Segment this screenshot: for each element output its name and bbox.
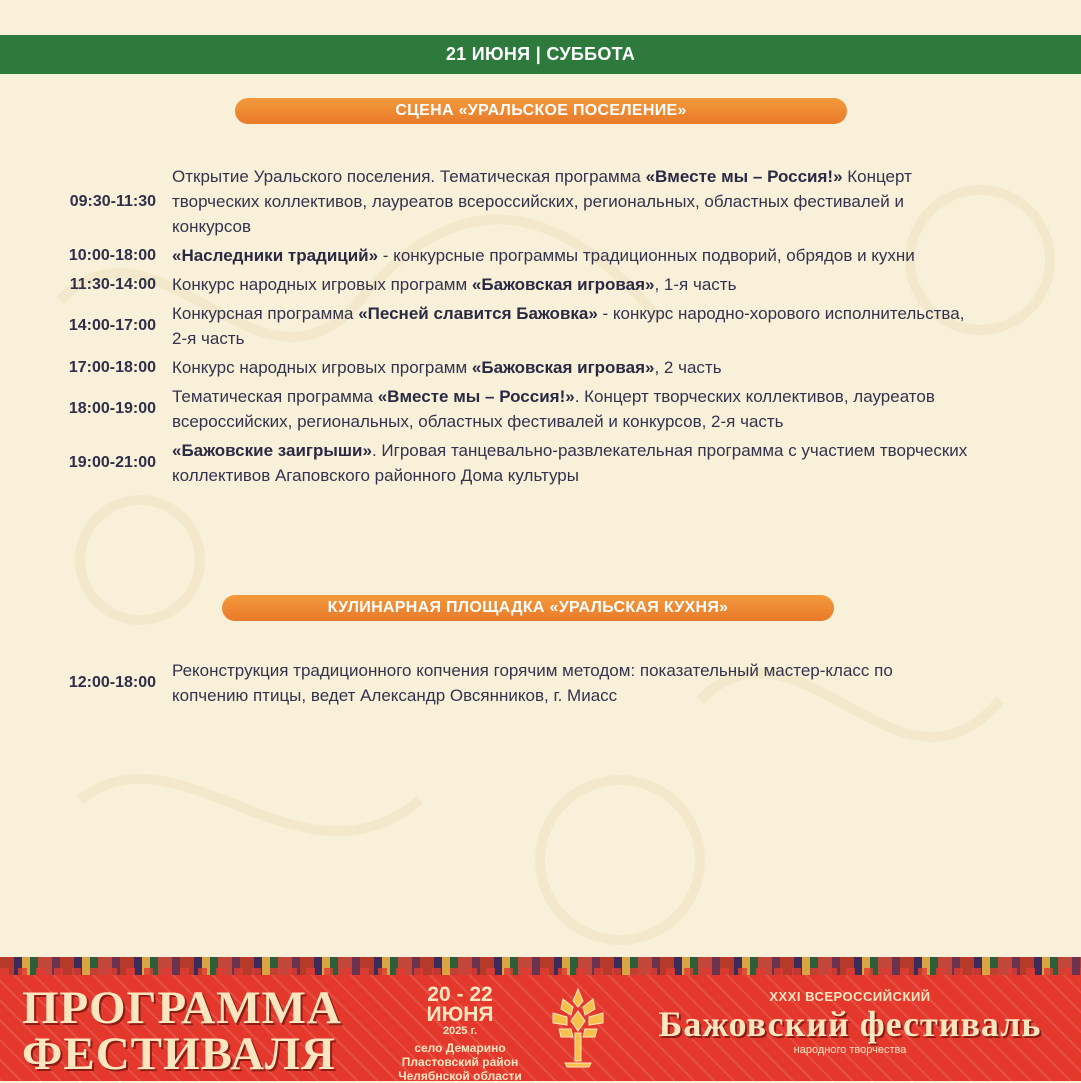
section-title-ural-kitchen: КУЛИНАРНАЯ ПЛОЩАДКА «УРАЛЬСКАЯ КУХНЯ» (222, 595, 834, 621)
festival-dates (385, 985, 535, 1083)
event-title: «Вместе мы – Россия!» (645, 167, 843, 186)
event-title: «Песней славится Бажовка» (358, 304, 598, 323)
schedule-row (0, 164, 1081, 239)
schedule-list (0, 658, 1081, 712)
event-description (172, 301, 972, 351)
dates-year: 2025 г. (442, 1025, 478, 1037)
schedule-row (0, 243, 1081, 268)
schedule-list (0, 164, 1081, 492)
schedule-row (0, 384, 1081, 434)
event-text: Концерт творческих коллективов, лауреатов всероссийских, региональных, областных фестивалей и конкурсов (172, 167, 912, 236)
event-description (172, 272, 972, 297)
event-text: Реконструкция традиционного копчения горячим методом: показательный мастер-класс по копчению птицы, ведет Александр Овсянников, г. Миасс (172, 661, 893, 705)
event-description (172, 384, 972, 434)
event-time: 19:00-21:00 (68, 454, 156, 471)
section-title-ural-settlement: СЦЕНА «УРАЛЬСКОЕ ПОСЕЛЕНИЕ» (235, 98, 847, 124)
event-text: - конкурсные программы традиционных подворий, обрядов и кухни (378, 246, 915, 265)
location-line: Пластовский район (401, 1055, 519, 1069)
event-text: . Игровая танцевально-развлекательная программа с участием творческих коллективов Агаповского районного Дома культуры (172, 441, 968, 485)
event-text: Конкурс народных игровых программ (172, 275, 472, 294)
event-description (172, 438, 972, 488)
event-time: 09:30-11:30 (69, 192, 156, 210)
festival-subtitle: народного творчества (793, 1044, 907, 1056)
event-title: «Бажовская игровая» (471, 358, 655, 377)
event-time: 10:00-18:00 (68, 246, 156, 264)
program-title-line: ФЕСТИВАЛЯ (22, 1028, 336, 1080)
event-description (172, 355, 972, 380)
event-text: , 2 часть (654, 358, 722, 377)
schedule-row (0, 355, 1081, 380)
event-title: «Бажовские заигрыши» (172, 441, 372, 460)
event-time: 12:00-18:00 (68, 674, 156, 691)
schedule-row (0, 658, 1081, 708)
event-title: «Бажовская игровая» (471, 275, 655, 294)
event-time: 11:30-14:00 (69, 275, 156, 293)
event-text: Конкурс народных игровых программ (172, 358, 472, 377)
event-text: , 1-я часть (654, 275, 737, 294)
festival-name: Бажовский фестиваль (658, 1004, 1042, 1044)
event-text: Конкурсная программа (172, 304, 359, 323)
location-line: Челябнской области (398, 1069, 522, 1083)
festival-edition: XXXI ВСЕРОССИЙСКИЙ (769, 989, 931, 1004)
festival-location (385, 1041, 535, 1083)
program-title (22, 982, 382, 1080)
location-line: село Демарино (414, 1041, 506, 1055)
event-text: Тематическая программа (172, 387, 378, 406)
event-description (172, 658, 972, 708)
dates-month: ИЮНЯ (426, 1003, 494, 1026)
schedule-row (0, 272, 1081, 297)
festival-logo (640, 990, 1060, 1056)
event-title: «Вместе мы – Россия!» (377, 387, 575, 406)
dates-range: 20 - 22 (427, 983, 493, 1006)
event-description (172, 164, 972, 239)
event-time: 14:00-17:00 (68, 317, 156, 334)
program-title-line: ПРОГРАММА (22, 982, 342, 1034)
event-text: . Концерт творческих коллективов, лауреатов всероссийских, региональных, областных фестивалей и конкурсов, 2-я часть (172, 387, 935, 431)
date-header: 21 ИЮНЯ | СУББОТА (0, 35, 1081, 74)
festival-emblem-icon (545, 985, 611, 1069)
schedule-row (0, 438, 1081, 488)
event-title: «Наследники традиций» (172, 246, 379, 265)
event-text: - конкурс народно-хорового исполнительства, 2-я часть (172, 304, 965, 348)
event-text: Открытие Уральского поселения. Тематическая программа (172, 167, 646, 186)
event-time: 17:00-18:00 (68, 358, 156, 376)
event-time: 18:00-19:00 (68, 400, 156, 417)
event-description (172, 243, 972, 268)
schedule-row (0, 301, 1081, 351)
